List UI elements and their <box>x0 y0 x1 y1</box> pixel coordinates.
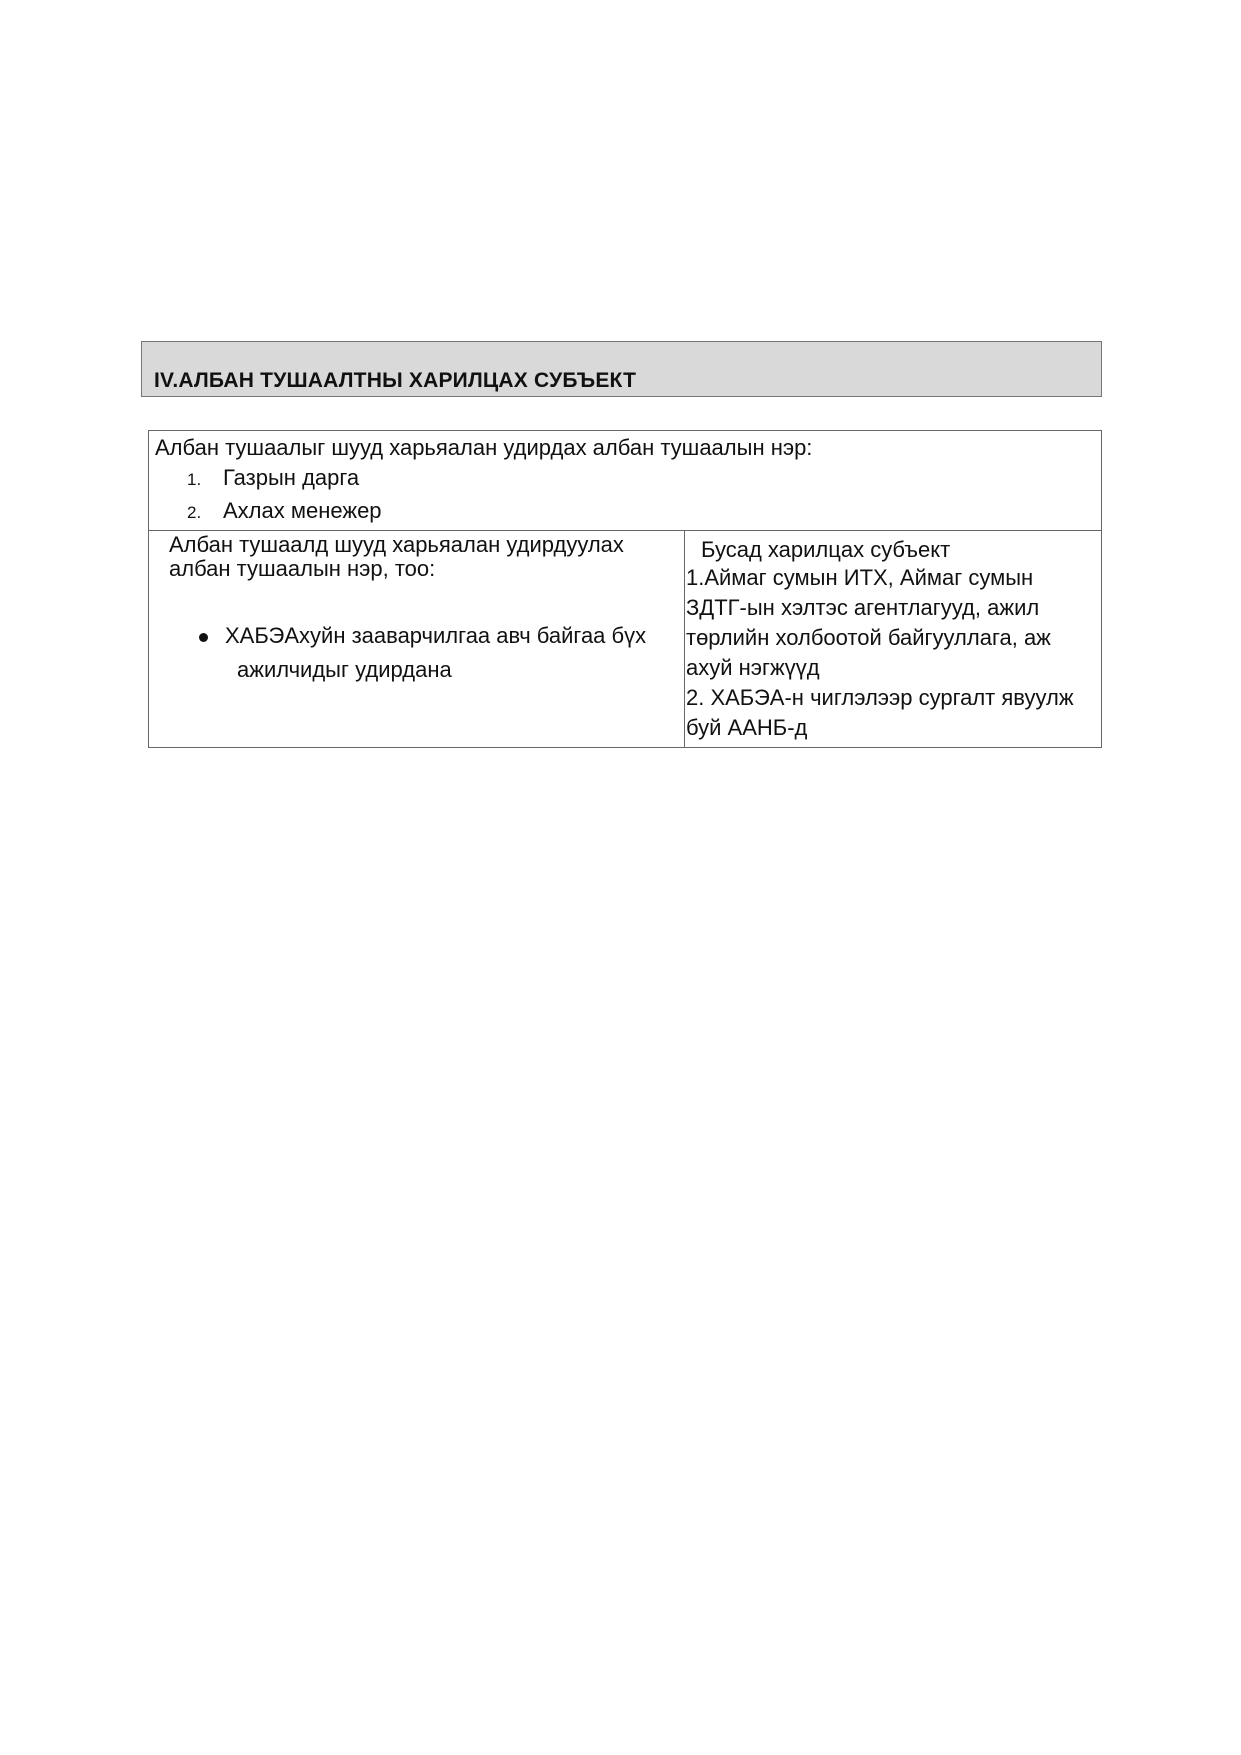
list-number: 1. <box>187 470 202 489</box>
bullet-text-line: ХАБЭАхуйн зааварчилгаа авч байгаа бүх <box>225 623 647 648</box>
other-subjects-line: төрлийн холбоотой байгууллага, аж <box>686 625 1051 650</box>
bullet-icon <box>199 633 208 642</box>
other-subjects-label: Бусад харилцах субъект <box>701 537 951 562</box>
other-subjects-line: буй ААНБ-д <box>686 715 808 740</box>
bullet-text-line: ажилчидыг удирдана <box>237 657 452 682</box>
subordinates-cell <box>149 531 685 747</box>
section-title: IV.АЛБАН ТУШААЛТНЫ ХАРИЛЦАХ СУБЪЕКТ <box>154 369 637 392</box>
other-subjects-line: ахуй нэгжүүд <box>686 655 820 680</box>
supervisor-cell <box>149 431 1101 531</box>
relations-table <box>148 430 1102 748</box>
other-subjects-line: ЗДТГ-ын хэлтэс агентлагууд, ажил <box>686 595 1040 620</box>
subordinates-label: Албан тушаалд шууд харьяалан удирдуулах албан тушаалын нэр, тоо: <box>169 532 624 581</box>
other-subjects-cell <box>685 531 1101 747</box>
list-number: 2. <box>187 503 202 522</box>
other-subjects-line: 1.Аймаг сумын ИТХ, Аймаг сумын <box>686 565 1034 590</box>
supervisor-list-item <box>187 498 382 524</box>
section-header <box>141 341 1102 397</box>
supervisor-list-item <box>187 465 359 491</box>
list-text: Ахлах менежер <box>223 498 382 523</box>
other-subjects-line: 2. ХАБЭА-н чиглэлээр сургалт явуулж <box>686 685 1074 710</box>
supervisor-label: Албан тушаалыг шууд харьяалан удирдах албан тушаалын нэр: <box>155 435 813 460</box>
list-text: Газрын дарга <box>223 465 360 490</box>
